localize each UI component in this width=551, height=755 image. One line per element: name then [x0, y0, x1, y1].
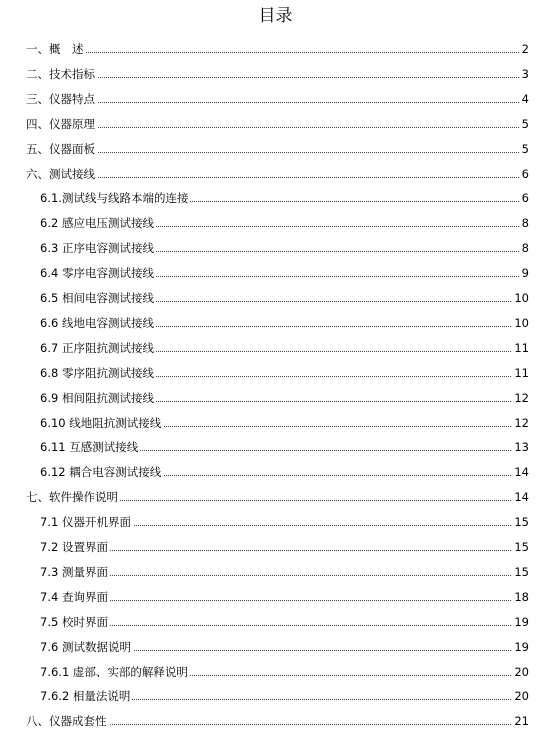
toc-entry-label: 四、仪器原理 — [26, 116, 95, 131]
toc-entry-label: 6.12 耦合电容测试接线 — [40, 465, 162, 480]
toc-entry-label: 八、仪器成套性 — [26, 714, 107, 729]
toc-entry-label: 六、测试接线 — [26, 166, 95, 181]
toc-entry[interactable] — [0, 639, 551, 655]
toc-entry-page-number: 4 — [521, 91, 529, 106]
toc-entry-page-number: 8 — [521, 241, 529, 256]
toc-entry-page-number: 5 — [521, 141, 529, 156]
toc-entry-page-number: 10 — [514, 291, 529, 305]
toc-entry-page-number: 5 — [521, 116, 529, 131]
toc-entry-label: 7.5 校时界面 — [40, 614, 108, 629]
toc-entry-label: 6.11 互感测试接线 — [40, 440, 139, 455]
toc-entry[interactable] — [0, 290, 551, 306]
toc-entry-page-number: 20 — [514, 664, 529, 679]
toc-entry-page-number: 19 — [514, 639, 529, 654]
toc-entry[interactable] — [0, 564, 551, 580]
toc-entry-label: 7.1 仪器开机界面 — [40, 515, 131, 530]
toc-entry-page-number: 10 — [514, 315, 529, 330]
toc-entry-label: 6.9 相间阻抗测试接线 — [40, 390, 154, 405]
toc-entry-page-number: 18 — [514, 589, 529, 604]
toc-entry[interactable] — [0, 340, 551, 356]
toc-entry[interactable] — [0, 315, 551, 331]
toc-entry-page-number: 9 — [521, 266, 529, 281]
toc-entry[interactable] — [0, 589, 551, 605]
toc-entry[interactable] — [0, 141, 551, 157]
toc-entry[interactable] — [0, 464, 551, 480]
dot-leader — [26, 127, 529, 128]
dot-leader — [26, 177, 529, 178]
toc-entry-page-number: 12 — [514, 415, 529, 430]
toc-entry-page-number: 11 — [514, 340, 529, 355]
toc-title: 目录 — [258, 6, 293, 26]
dot-leader — [40, 600, 529, 601]
toc-entry-page-number: 15 — [514, 515, 529, 530]
toc-entry-page-number: 14 — [514, 465, 529, 480]
toc-entry-page-number: 21 — [514, 714, 529, 729]
toc-entry[interactable] — [0, 664, 551, 680]
toc-entry-page-number: 3 — [521, 66, 529, 81]
dot-leader — [26, 77, 529, 78]
toc-entry-label: 6.2 感应电压测试接线 — [40, 216, 154, 231]
toc-entry-label: 6.4 零序电容测试接线 — [40, 266, 154, 281]
dot-leader — [26, 152, 529, 153]
toc-entry-page-number: 12 — [514, 390, 529, 405]
toc-entry-page-number: 19 — [514, 614, 529, 629]
dot-leader — [26, 52, 529, 53]
dot-leader — [40, 550, 529, 551]
dot-leader — [26, 102, 529, 103]
toc-entry[interactable] — [0, 390, 551, 406]
toc-entry-label: 7.4 查询界面 — [40, 589, 108, 604]
toc-entry-page-number: 6 — [521, 191, 529, 206]
toc-entry[interactable] — [0, 688, 551, 704]
toc-entry[interactable] — [0, 489, 551, 505]
toc-entry-page-number: 15 — [514, 564, 529, 579]
toc-entry-page-number: 6 — [521, 166, 529, 181]
toc-entry[interactable] — [0, 415, 551, 431]
toc-entry-page-number: 13 — [514, 440, 529, 455]
toc-entry[interactable] — [0, 41, 551, 57]
toc-entry[interactable] — [0, 116, 551, 132]
toc-entry[interactable] — [0, 265, 551, 281]
toc-entry[interactable] — [0, 240, 551, 256]
toc-entry-label: 二、技术指标 — [26, 66, 95, 81]
toc-entry-label: 6.7 正序阻抗测试接线 — [40, 340, 154, 355]
toc-entry-page-number: 2 — [521, 42, 529, 56]
toc-entry-label: 7.3 测量界面 — [40, 564, 108, 579]
toc-entry-label: 6.6 线地电容测试接线 — [40, 315, 154, 330]
dot-leader — [40, 625, 529, 626]
toc-entry-label: 6.1.测试线与线路本端的连接 — [40, 191, 189, 206]
toc-entry-label: 一、概 述 — [26, 42, 84, 56]
toc-entry-label: 6.8 零序阻抗测试接线 — [40, 365, 154, 380]
toc-entry-page-number: 14 — [514, 490, 529, 505]
toc-entry[interactable] — [0, 614, 551, 630]
toc-entry-label: 6.3 正序电容测试接线 — [40, 241, 154, 256]
dot-leader — [40, 575, 529, 576]
toc-entry[interactable] — [0, 91, 551, 107]
toc-entry-label: 7.6.2 相量法说明 — [40, 689, 131, 704]
toc-entry[interactable] — [0, 166, 551, 182]
toc-entry-label: 7.6.1 虚部、实部的解释说明 — [40, 664, 188, 679]
toc-entry[interactable] — [0, 439, 551, 455]
toc-entry[interactable] — [0, 215, 551, 231]
toc-entry-label: 七、软件操作说明 — [26, 490, 118, 505]
toc-entry-label: 7.2 设置界面 — [40, 540, 108, 554]
toc-entry[interactable] — [0, 66, 551, 82]
toc-entry-label: 五、仪器面板 — [26, 141, 95, 156]
toc-entry-page-number: 20 — [514, 689, 529, 704]
toc-entry-page-number: 8 — [521, 216, 529, 231]
toc-entry-page-number: 11 — [514, 365, 529, 380]
toc-entry-label: 7.6 测试数据说明 — [40, 639, 131, 654]
toc-entry[interactable] — [0, 713, 551, 729]
toc-entry-label: 6.5 相间电容测试接线 — [40, 291, 154, 305]
toc-entry[interactable] — [0, 514, 551, 530]
toc-entry[interactable] — [0, 190, 551, 206]
toc-entry-label: 6.10 线地阻抗测试接线 — [40, 415, 162, 430]
toc-entry-page-number: 15 — [514, 540, 529, 554]
toc-entry[interactable] — [0, 539, 551, 555]
toc-entry-label: 三、仪器特点 — [26, 91, 95, 106]
toc-entry[interactable] — [0, 365, 551, 381]
